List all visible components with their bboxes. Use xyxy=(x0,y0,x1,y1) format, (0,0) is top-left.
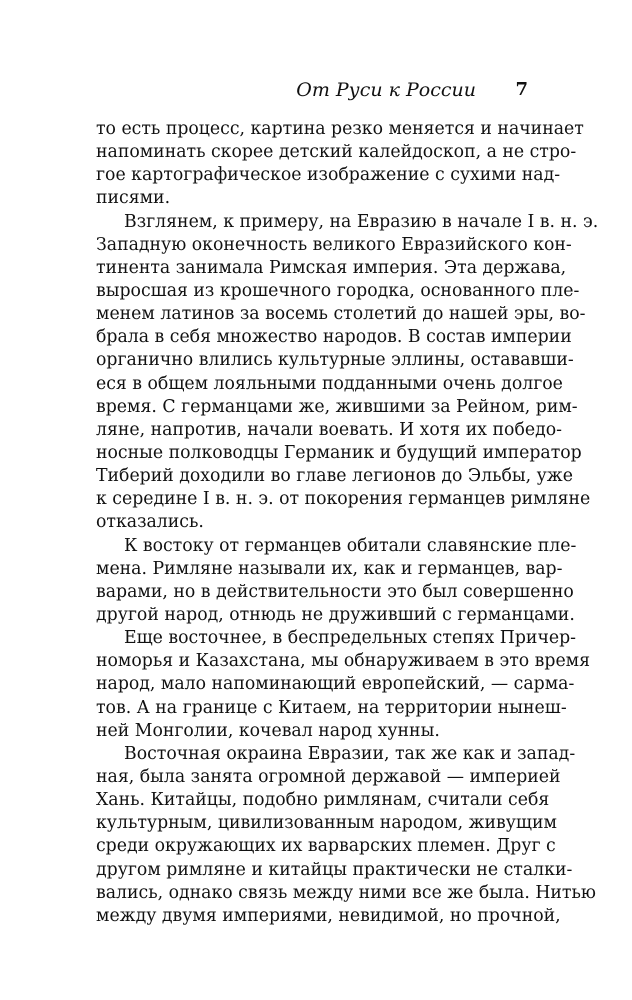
text-line: брала в себя множество народов. В состав империи xyxy=(96,327,572,348)
text-line: менем латинов за восемь столетий до нашей эры, во- xyxy=(96,304,586,325)
text-line: гое картографическое изображение с сухими над- xyxy=(96,165,561,186)
text-line: Еще восточнее, в беспредельных степях Причер- xyxy=(124,628,576,649)
text-line: отказались. xyxy=(96,512,204,533)
body-text xyxy=(96,118,599,928)
text-line: Взглянем, к примеру, на Евразию в начале I в. н. э. xyxy=(124,211,599,232)
text-line: народ, мало напоминающий европейский, — сарма- xyxy=(96,674,575,695)
text-line: К востоку от германцев обитали славянские пле- xyxy=(124,535,577,556)
text-line: культурным, цивилизованным народом, живущим xyxy=(96,813,557,834)
text-line: другом римляне и китайцы практически не сталки- xyxy=(96,859,573,880)
text-line: к середине I в. н. э. от покорения германцев римляне xyxy=(96,489,591,510)
text-line: выросшая из крошечного городка, основанного пле- xyxy=(96,280,580,301)
text-line: носные полководцы Германик и будущий император xyxy=(96,442,582,463)
text-line: другой народ, отнюдь не друживший с германцами. xyxy=(96,604,575,625)
text-line: органично влились культурные эллины, остававши- xyxy=(96,350,574,371)
text-line: между двумя империями, невидимой, но прочной, xyxy=(96,905,561,926)
text-line: время. С германцами же, жившими за Рейном, рим- xyxy=(96,396,578,417)
text-line: тинента занимала Римская империя. Эта держава, xyxy=(96,257,567,278)
page-number: 7 xyxy=(515,79,528,100)
text-line: Тиберий доходили во главе легионов до Эльбы, уже xyxy=(96,466,573,487)
text-line: ней Монголии, кочевал народ хунны. xyxy=(96,720,440,741)
text-line: варами, но в действительности это был совершенно xyxy=(96,581,574,602)
text-line: Хань. Китайцы, подобно римлянам, считали себя xyxy=(96,790,550,811)
text-line: тов. А на границе с Китаем, на территории нынеш- xyxy=(96,697,567,718)
text-line: то есть процесс, картина резко меняется и начинает xyxy=(96,119,584,139)
text-line: Западную оконечность великого Евразийского кон- xyxy=(96,234,572,255)
text-line: номорья и Казахстана, мы обнаруживаем в это время xyxy=(96,651,591,672)
running-title: От Руси к России xyxy=(296,79,476,101)
text-line: Восточная окраина Евразии, так же как и запад- xyxy=(124,743,576,764)
text-line: мена. Римляне называли их, как и германцев, вар- xyxy=(96,558,563,579)
text-line: напоминать скорее детский калейдоскоп, а не стро- xyxy=(96,142,577,163)
text-line: ляне, напротив, начали воевать. И хотя их победо- xyxy=(96,419,562,440)
text-line: ная, была занята огромной державой — империей xyxy=(96,766,561,787)
text-line: вались, однако связь между ними все же была. Нитью xyxy=(96,882,596,903)
text-line: еся в общем лояльными подданными очень долгое xyxy=(96,373,563,394)
text-line: среди окружающих их варварских племен. Друг с xyxy=(96,836,556,857)
running-head xyxy=(96,78,528,104)
text-line: писями. xyxy=(96,188,171,209)
